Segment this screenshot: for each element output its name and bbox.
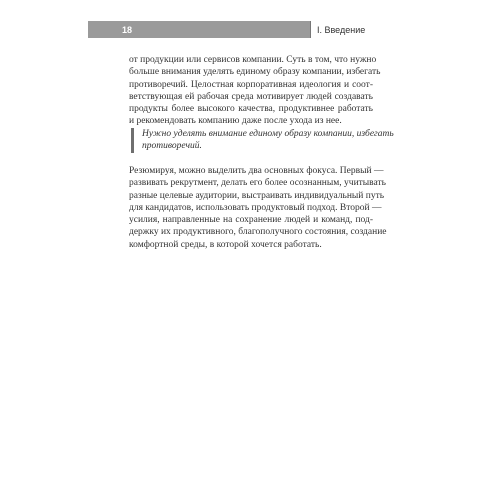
text-line: противоречий. Целостная корпоративная идеология и соот- xyxy=(129,79,373,90)
text-line: усилия, направленные на сохранение людей и команд, под- xyxy=(129,215,373,226)
page-number: 18 xyxy=(122,24,133,35)
body-paragraph-1 xyxy=(129,54,381,128)
text-line: от продукции или сервисов компании. Суть в том, что нужно xyxy=(129,55,377,65)
text-line: продукты более высокого качества, продуктивнее работать xyxy=(129,104,373,115)
body-paragraph-2 xyxy=(129,165,387,251)
text-line: Резюмируя, можно выделить два основных фокуса. Первый — xyxy=(129,166,384,176)
text-line: и рекомендовать компанию даже после ухода из нее. xyxy=(129,116,342,127)
running-header xyxy=(88,21,380,38)
page-number-band xyxy=(88,21,310,38)
text-line: развивать рекрутмент, делать его более осознанным, учитывать xyxy=(129,178,386,189)
pull-quote xyxy=(131,128,394,153)
text-line: комфортной среды, в которой хочется работать. xyxy=(129,239,322,250)
text-line: ветствующая ей рабочая среда мотивирует людей создавать xyxy=(129,91,373,102)
text-line: для кандидатов, использовать продуктовый подход. Второй — xyxy=(129,202,382,213)
text-line: держку их продуктивного, благополучного состояния, создание xyxy=(129,227,387,238)
quote-line: противоречий. xyxy=(142,141,202,152)
text-line: разные целевые аудитории, выстраивать индивидуальный путь xyxy=(129,190,385,201)
text-line: больше внимания уделять единому образу компании, избегать xyxy=(129,67,381,78)
quote-line: Нужно уделять внимание единому образу компании, избегать xyxy=(142,129,394,139)
chapter-title: I. Введение xyxy=(310,21,365,38)
